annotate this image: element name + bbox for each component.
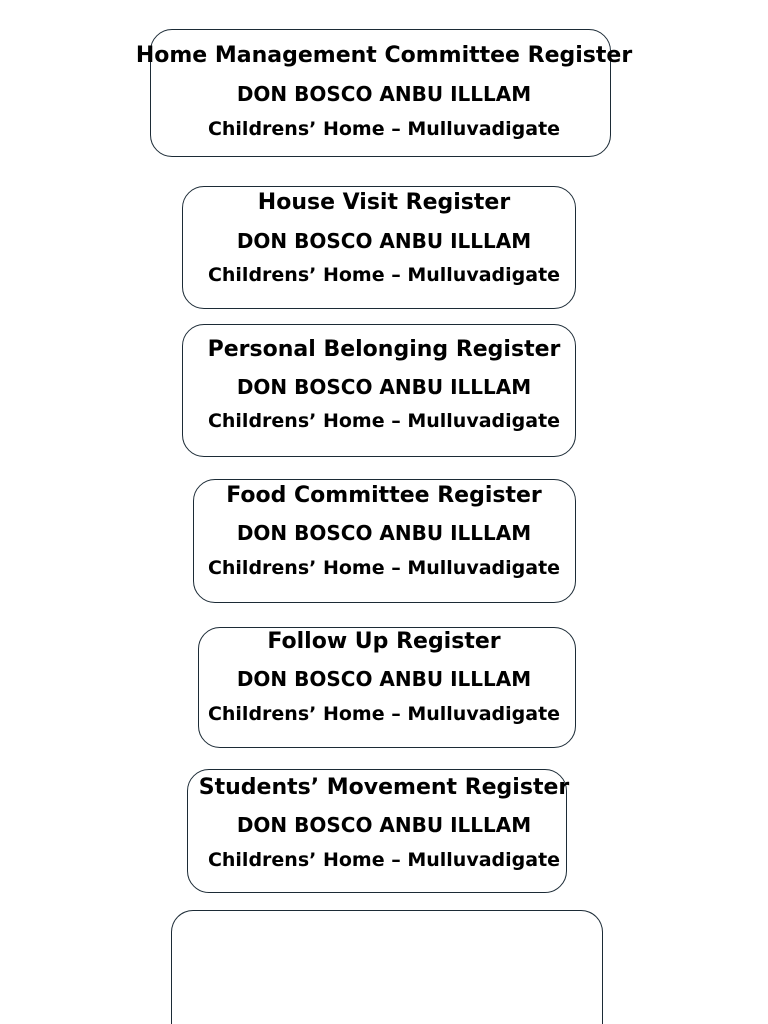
home-location: Childrens’ Home – Mulluvadigate [207, 410, 561, 432]
organization-name: DON BOSCO ANBU ILLLAM [236, 82, 532, 106]
home-location: Childrens’ Home – Mulluvadigate [207, 849, 561, 871]
register-title: Food Committee Register [226, 483, 542, 508]
organization-name: DON BOSCO ANBU ILLLAM [236, 813, 532, 837]
home-location: Childrens’ Home – Mulluvadigate [207, 264, 561, 286]
empty-label-box [171, 910, 603, 1024]
register-title: Home Management Committee Register [135, 43, 633, 68]
organization-name: DON BOSCO ANBU ILLLAM [236, 521, 532, 545]
organization-name: DON BOSCO ANBU ILLLAM [236, 667, 532, 691]
register-title: Students’ Movement Register [198, 775, 570, 800]
organization-name: DON BOSCO ANBU ILLLAM [236, 375, 532, 399]
home-location: Childrens’ Home – Mulluvadigate [207, 557, 561, 579]
organization-name: DON BOSCO ANBU ILLLAM [236, 229, 532, 253]
home-location: Childrens’ Home – Mulluvadigate [207, 703, 561, 725]
register-title: Follow Up Register [267, 629, 501, 654]
home-location: Childrens’ Home – Mulluvadigate [207, 118, 561, 140]
register-title: House Visit Register [257, 190, 511, 215]
register-title: Personal Belonging Register [207, 337, 561, 362]
